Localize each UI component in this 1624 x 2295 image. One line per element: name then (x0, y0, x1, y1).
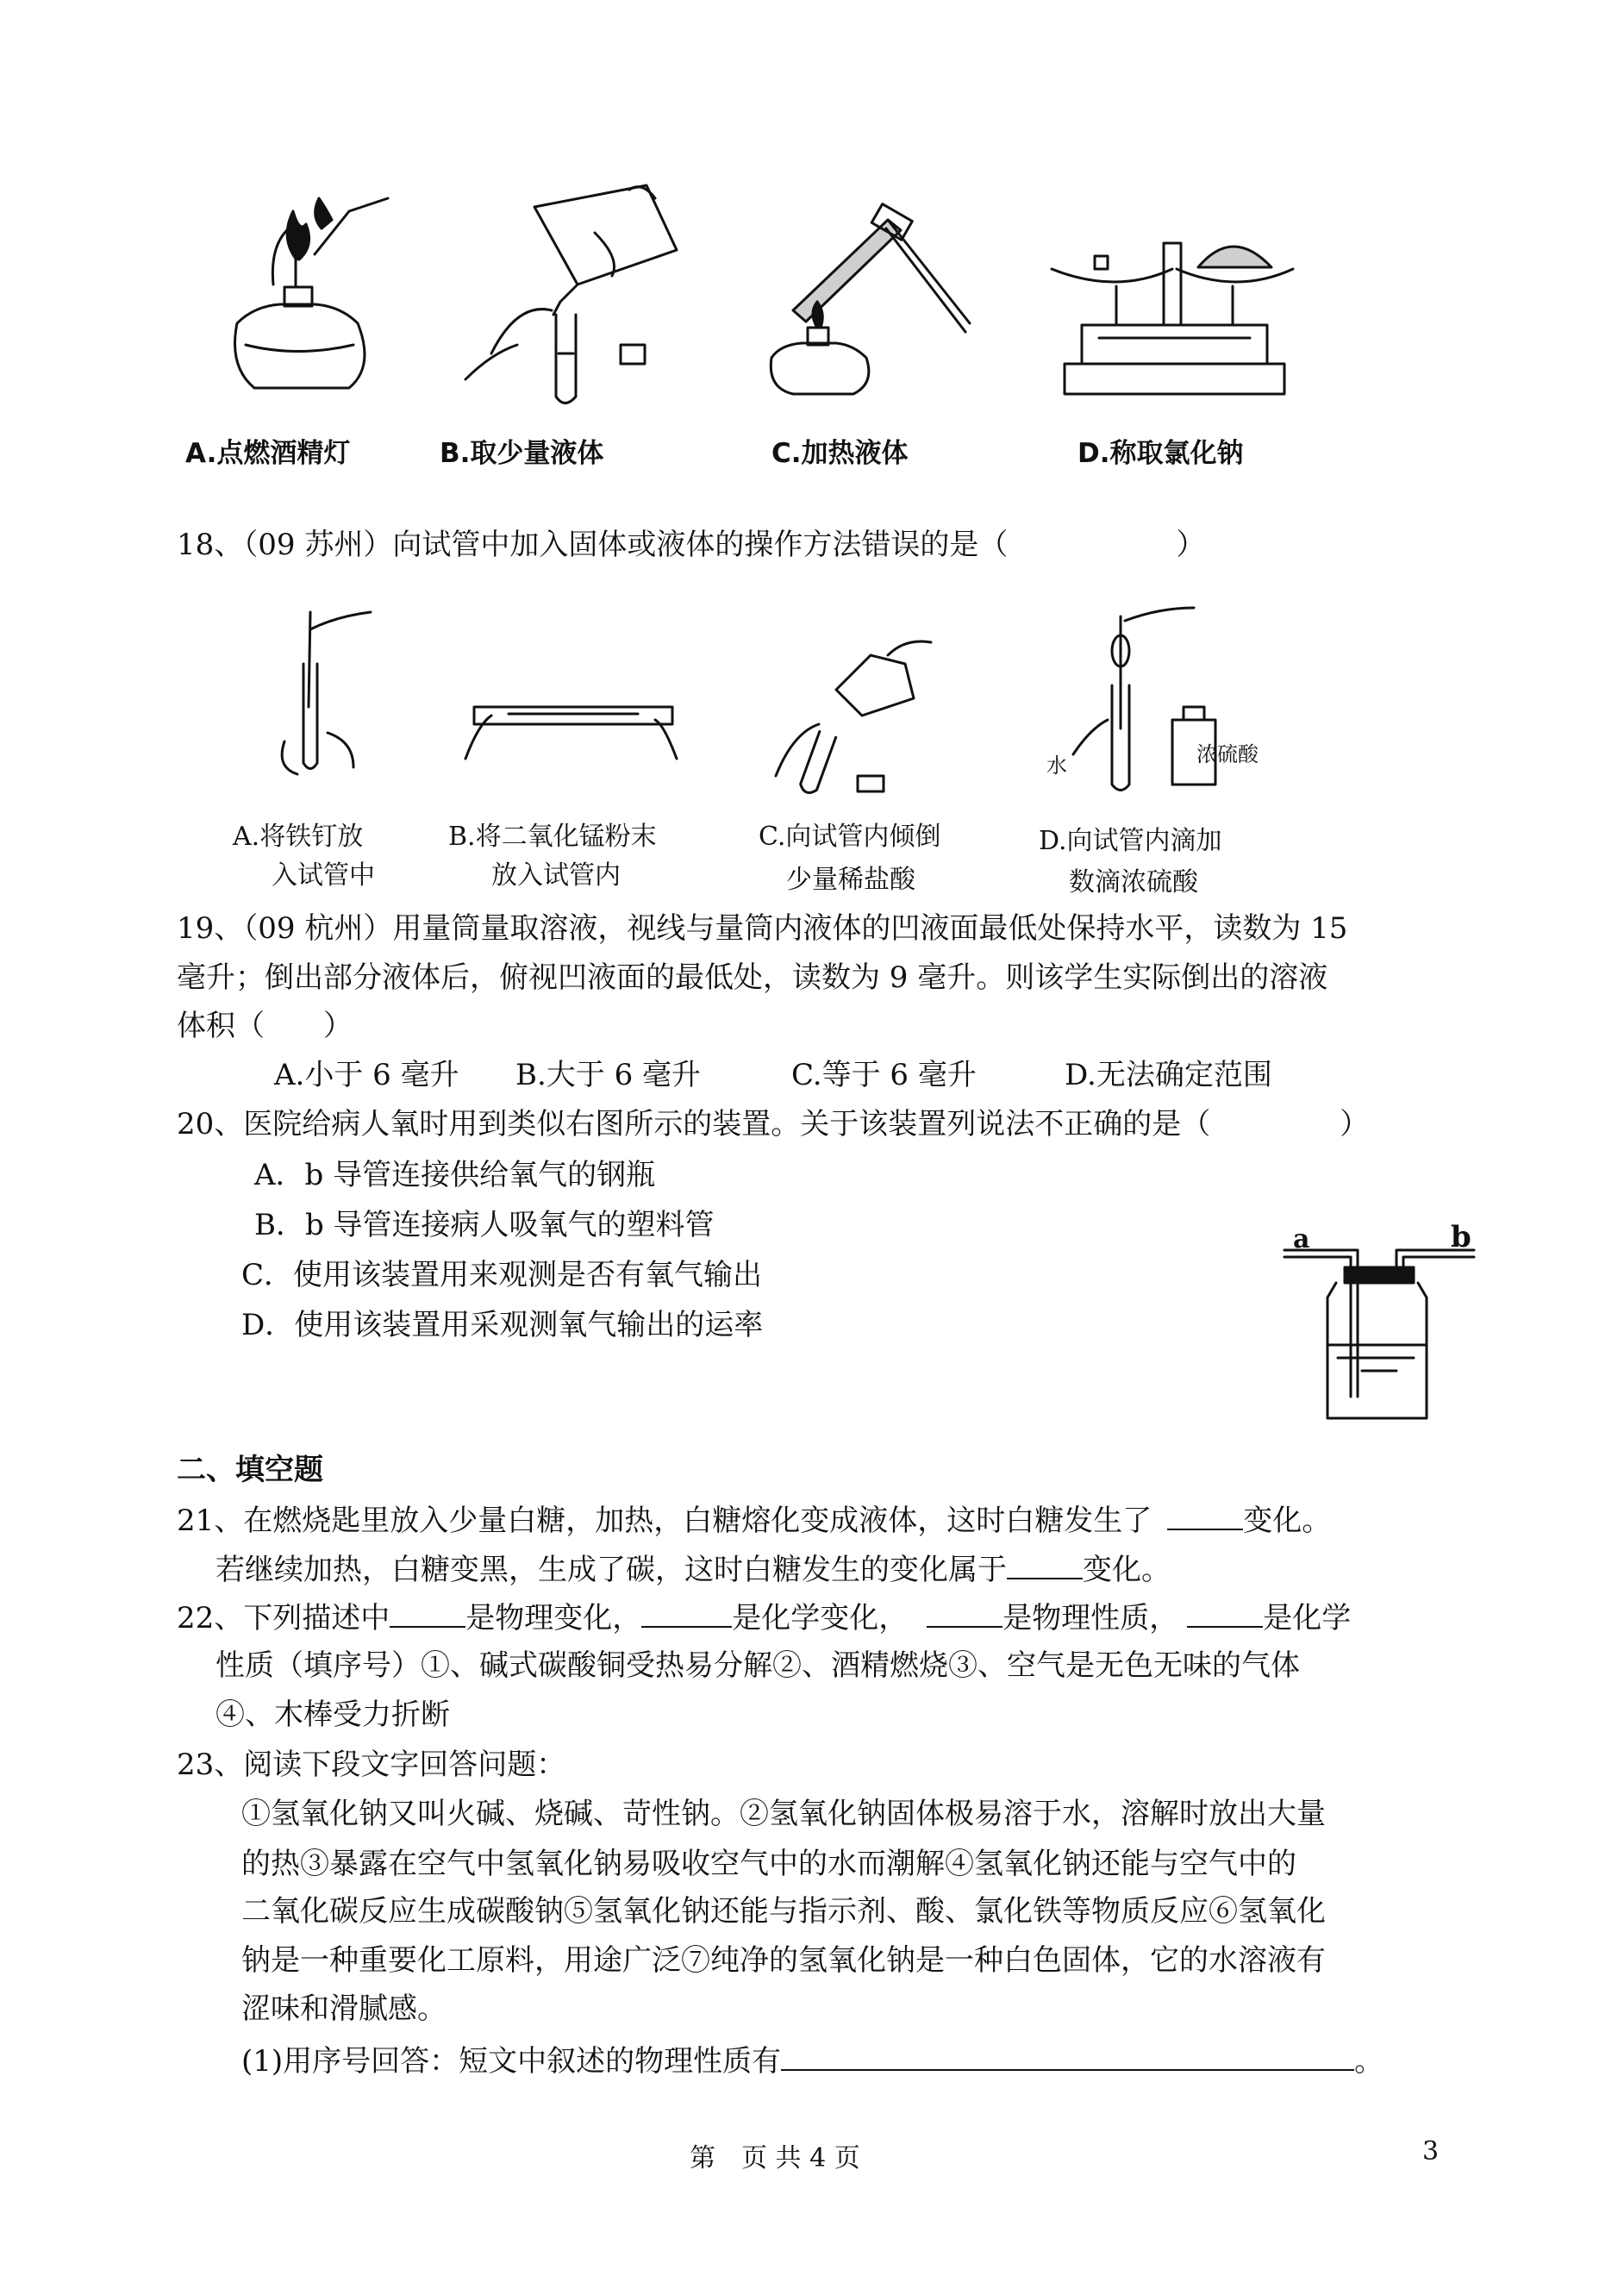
q21-text-1a: 21、在燃烧匙里放入少量白糖，加热，白糖熔化变成液体，这时白糖发生了 (177, 1504, 1152, 1538)
figure-caption-d: D.称取氯化钠 (1077, 438, 1244, 469)
figure-alcohol-lamp-lighting (220, 194, 392, 401)
q19-option-d: D.无法确定范围 (1065, 1058, 1272, 1092)
page-number: 3 (1422, 2136, 1440, 2167)
q21-line-1 (177, 1504, 1332, 1538)
q18-close: ） (1176, 528, 1206, 562)
q20-option-a: A．b 导管连接供给氧气的钢瓶 (254, 1158, 656, 1192)
q23-para-line-3: 二氧化碳反应生成碳酸钠⑤氢氧化钠还能与指示剂、酸、氯化铁等物质反应⑥氢氧化 (241, 1894, 1326, 1929)
figure-caption-b: B.取少量液体 (440, 438, 604, 469)
q22-text-d: 是物理性质， (1003, 1601, 1179, 1635)
q22-text-a: 22、下列描述中 (177, 1601, 390, 1635)
q19-line-3: 体积（ ） (177, 1009, 353, 1043)
q23-title: 23、阅读下段文字回答问题： (177, 1748, 566, 1782)
q22-text-b: 是物理变化， (465, 1601, 642, 1635)
q23-para-line-2: 的热③暴露在空气中氢氧化钠易吸收空气中的水而潮解④氢氧化钠还能与空气中的 (241, 1847, 1296, 1881)
q21-text-2b: 变化。 (1083, 1553, 1171, 1587)
section-title-fill-blanks: 二、填空题 (177, 1453, 323, 1487)
q22-blank-2[interactable] (641, 1602, 732, 1628)
q22-text-e: 是化学 (1263, 1601, 1352, 1635)
figure-iron-nail (259, 603, 379, 776)
figure-balance-scale (1047, 226, 1297, 398)
q23-sub-1 (241, 2044, 1384, 2079)
q23-blank-1[interactable] (781, 2045, 1354, 2071)
q22-blank-4[interactable] (1187, 1602, 1263, 1628)
q21-blank-2[interactable] (1007, 1554, 1083, 1579)
q22-line-3: ④、木棒受力折断 (215, 1698, 450, 1732)
q18-caption-b-l2: 放入试管内 (491, 860, 621, 891)
q18-caption-a-l2: 入试管中 (272, 860, 375, 891)
figure-pouring-liquid (457, 181, 690, 405)
q22-line-1 (177, 1602, 1351, 1633)
figure-powder-paper-trough (457, 672, 690, 776)
figure-gas-washing-bottle (1284, 1233, 1474, 1423)
q18-stem (177, 530, 1205, 560)
label-conc-sulfuric-acid: 浓硫酸 (1196, 742, 1259, 766)
q22-line-2: 性质（填序号）①、碱式碳酸铜受热易分解②、酒精燃烧③、空气是无色无味的气体 (215, 1648, 1300, 1683)
q19-line-1: 19、（09 杭州）用量筒量取溶液，视线与量筒内液体的凹液面最低处保持水平，读数为 15 (177, 911, 1348, 946)
q23-para-line-1: ①氢氧化钠又叫火碱、烧碱、苛性钠。②氢氧化钠固体极易溶于水，溶解时放出大量 (241, 1797, 1326, 1831)
q18-caption-d-l1: D.向试管内滴加 (1039, 826, 1222, 856)
figure-dropping-acid (1056, 599, 1263, 797)
q18-caption-a-l1: A.将铁钉放 (233, 822, 364, 852)
q21-text-2a: 若继续加热，白糖变黑，生成了碳，这时白糖发生的变化属于 (215, 1553, 1007, 1587)
q19-option-c: C.等于 6 毫升 (791, 1058, 977, 1092)
page-footer-center: 第 页 共 4 页 (690, 2143, 860, 2173)
q21-text-1b: 变化。 (1243, 1504, 1332, 1538)
q21-line-2 (215, 1554, 1171, 1585)
q20-text: 20、医院给病人氧时用到类似右图所示的装置。关于该装置列说法不正确的是（ (177, 1107, 1211, 1141)
q19-option-a: A.小于 6 毫升 (274, 1058, 459, 1092)
figure-caption-a: A.点燃酒精灯 (185, 438, 351, 469)
label-tube-b: b (1451, 1220, 1471, 1254)
figure-pouring-acid (759, 629, 948, 802)
q19-option-b: B.大于 6 毫升 (515, 1058, 702, 1092)
q20-option-c: C．使用该装置用来观测是否有氧气输出 (241, 1258, 763, 1292)
q18-text: 18、（09 苏州）向试管中加入固体或液体的操作方法错误的是（ (177, 528, 1009, 562)
label-tube-a: a (1293, 1224, 1310, 1254)
q18-caption-c-l1: C.向试管内倾倒 (759, 822, 941, 852)
q20-stem (177, 1107, 1370, 1141)
q18-caption-c-l2: 少量稀盐酸 (786, 865, 915, 895)
q23-sub-1-end: 。 (1354, 2044, 1384, 2079)
q18-caption-d-l2: 数滴浓硫酸 (1069, 867, 1198, 897)
q19-line-2: 毫升；倒出部分液体后，俯视凹液面的最低处，读数为 9 毫升。则该学生实际倒出的溶液 (177, 960, 1328, 995)
q20-option-b: B．b 导管连接病人吸氧气的塑料管 (254, 1208, 715, 1242)
q22-blank-1[interactable] (390, 1602, 465, 1628)
q23-para-line-4: 钠是一种重要化工原料，用途广泛⑦纯净的氢氧化钠是一种白色固体，它的水溶液有 (241, 1943, 1326, 1978)
figure-heating-liquid (759, 203, 983, 401)
q18-caption-b-l1: B.将二氧化锰粉末 (448, 822, 657, 852)
q20-option-d: D．使用该装置用采观测氧气输出的运率 (241, 1308, 764, 1342)
q22-text-c: 是化学变化， (732, 1601, 909, 1635)
q23-sub-1-text: (1)用序号回答：短文中叙述的物理性质有 (241, 2044, 782, 2079)
figure-caption-c: C.加热液体 (771, 438, 909, 469)
q20-close: ） (1340, 1107, 1370, 1141)
q21-blank-1[interactable] (1167, 1504, 1243, 1530)
label-water: 水 (1046, 754, 1067, 778)
q23-para-line-5: 涩味和滑腻感。 (241, 1992, 447, 2026)
q22-blank-3[interactable] (927, 1602, 1003, 1628)
